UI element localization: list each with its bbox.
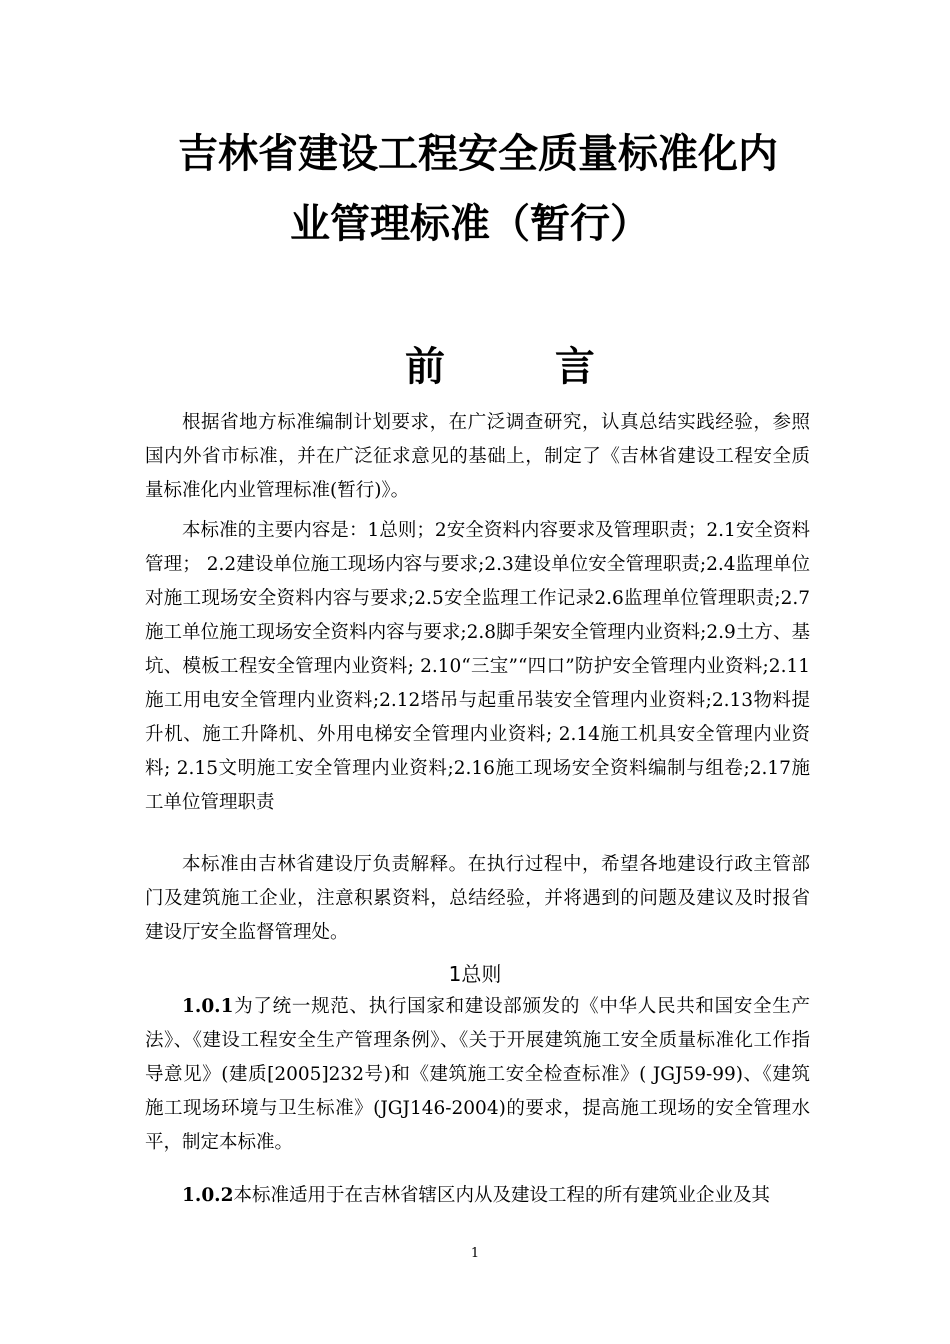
section-heading: 1总则 <box>448 962 502 986</box>
document-title-line1: 吉林省建设工程安全质量标准化内 <box>178 131 778 177</box>
clause-1-0-1 <box>145 990 810 1160</box>
clause-number: 1.0.2 <box>182 1185 234 1206</box>
document-title-line2: 业管理标准（暂行） <box>290 201 650 247</box>
clause-1-0-2 <box>145 1179 810 1213</box>
clause-text: 为了统一规范、执行国家和建设部颁发的《中华人民共和国安全生产法》、《建设工程安全生产管理条例》、《关于开展建筑施工安全质量标准化工作指导意见》(建质[2005]232号)和《建筑施工安全检查标准》( JGJ59-99)、《建筑施工现场环境与卫生标准》(JGJ146-2004)的要求，提高施工现场的安全管理水平，制定本标准。 <box>145 996 810 1153</box>
preface-paragraph-1: 根据省地方标准编制计划要求，在广泛调查研究，认真总结实践经验，参照国内外省市标准，并在广泛征求意见的基础上，制定了《吉林省建设工程安全质量标准化内业管理标准(暂行)》。 <box>145 412 810 501</box>
preface-heading: 前 言 <box>405 344 643 390</box>
clause-text: 本标准适用于在吉林省辖区内从及建设工程的所有建筑业企业及其 <box>233 1185 771 1206</box>
preface-paragraph-3: 本标准由吉林省建设厅负责解释。在执行过程中，希望各地建设行政主管部门及建筑施工企业，注意积累资料，总结经验，并将遇到的问题及建议及时报省建设厅安全监督管理处。 <box>145 854 810 943</box>
preface-paragraph-2: 本标准的主要内容是：1总则；2安全资料内容要求及管理职责；2.1安全资料管理； 2.2建设单位施工现场内容与要求;2.3建设单位安全管理职责;2.4监理单位对施工现场安全资料内容与要求;2.5安全监理工作记录2.6监理单位管理职责;2.7施工单位施工现场安全资料内容与要求;2.8脚手架安全管理内业资料;2.9土方、基坑、模板工程安全管理内业资料; 2.10“三宝”“四口”防护安全管理内业资料;2.11施工用电安全管理内业资料;2.12塔吊与起重吊装安全管理内业资料;2.13物料提升机、施工升降机、外用电梯安全管理内业资料; 2.14施工机具安全管理内业资料; 2.15文明施工安全管理内业资料;2.16施工现场安全资料编制与组卷;2.17施工单位管理职责 <box>145 520 810 813</box>
page-number: 1 <box>470 1246 480 1261</box>
clause-number: 1.0.1 <box>182 996 234 1017</box>
